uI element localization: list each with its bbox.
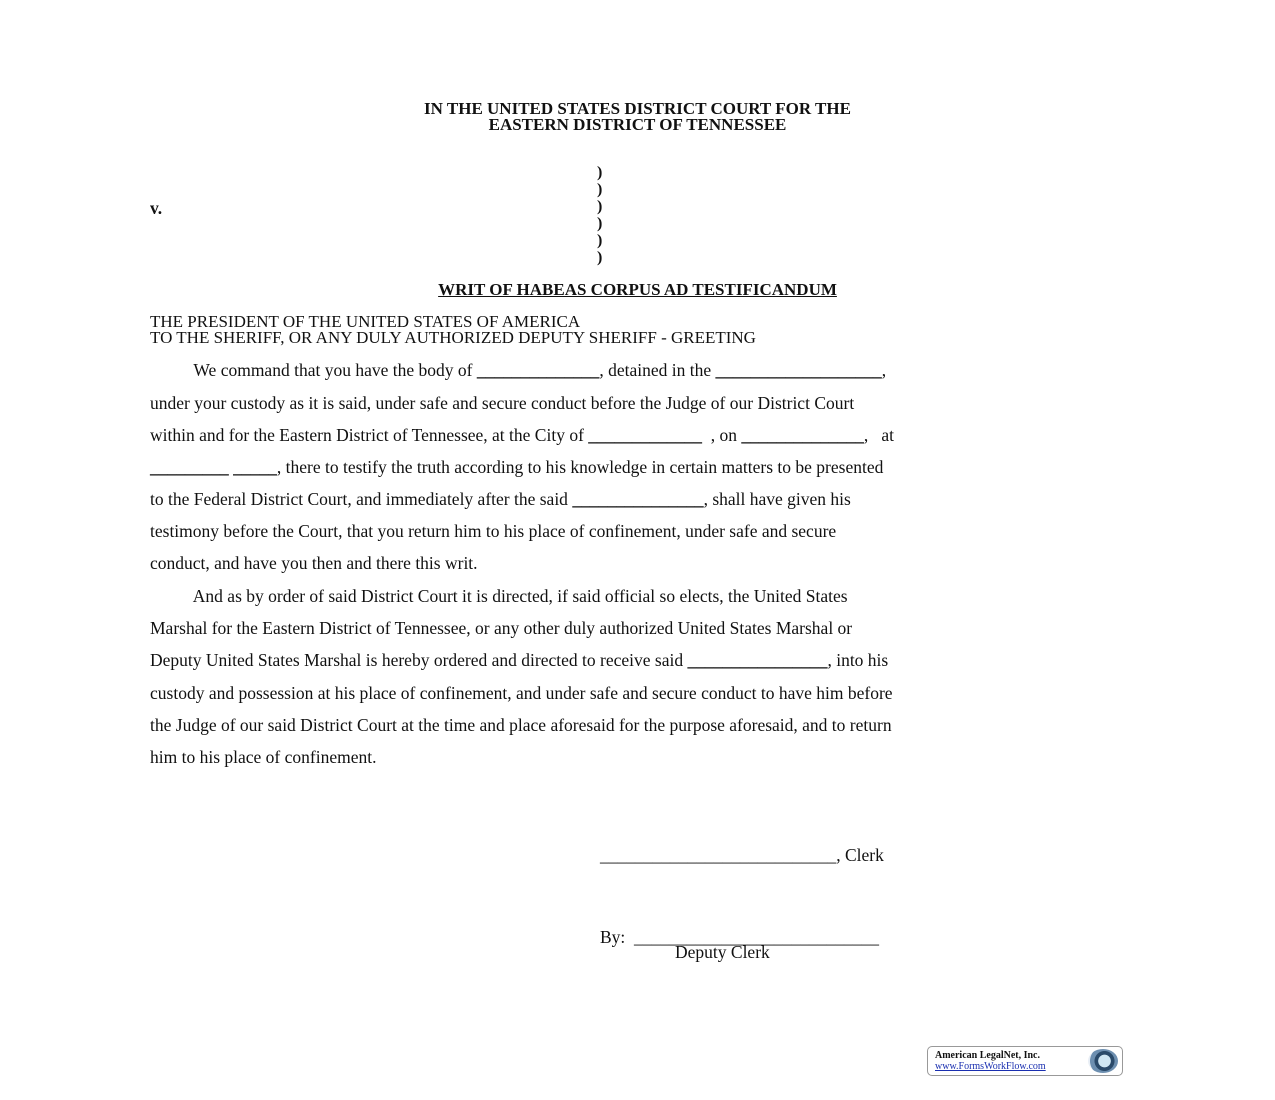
greeting-line2: TO THE SHERIFF, OR ANY DULY AUTHORIZED DEPUTY SHERIFF - GREETING (150, 328, 756, 347)
fill-in-blank: _______________ (572, 489, 704, 509)
body-text-segment: custody and possession at his place of confinement, and under safe and secure conduct to have him before (150, 683, 893, 703)
fill-in-blank: ______________ (741, 425, 864, 445)
globe-icon (1088, 1049, 1118, 1073)
fill-in-blank: _________ (150, 457, 229, 477)
greeting-line1: THE PRESIDENT OF THE UNITED STATES OF AMERICA (150, 312, 581, 331)
body-text-segment: him to his place of confinement. (150, 747, 377, 767)
body-text-segment: Deputy United States Marshal is hereby ordered and directed to receive said (150, 650, 688, 670)
body-line (150, 393, 854, 413)
fill-in-blank: ___________________ (715, 360, 882, 380)
logo-url-link[interactable]: www.FormsWorkFlow.com (935, 1061, 1046, 1072)
body-line (150, 618, 852, 638)
caption-paren: ) (597, 198, 603, 215)
body-text-segment: testimony before the Court, that you return him to his place of confinement, under safe and secure (150, 521, 837, 541)
logo-company-name: American LegalNet, Inc. (935, 1050, 1040, 1061)
body-text-segment: the Judge of our said District Court at the time and place aforesaid for the purpose aforesaid, and to return (150, 715, 892, 735)
body-line (150, 553, 478, 573)
body-text-segment: , on (702, 425, 742, 445)
court-heading-line1: IN THE UNITED STATES DISTRICT COURT FOR THE (424, 99, 851, 118)
body-text-segment: Marshal for the Eastern District of Tennessee, or any other duly authorized United States Marshal or (150, 618, 853, 638)
body-text-segment: , shall have given his (703, 489, 851, 509)
body-text-segment: under your custody as it is said, under safe and secure conduct before the Judge of our District Court (150, 393, 855, 413)
court-heading-line2: EASTERN DISTRICT OF TENNESSEE (488, 115, 787, 134)
body-text-segment: , at (863, 425, 895, 445)
body-text-segment: , (881, 360, 887, 380)
versus-label: v. (150, 198, 163, 218)
body-line (150, 650, 888, 670)
body-line (150, 747, 376, 767)
body-line (150, 425, 894, 445)
caption-paren: ) (597, 215, 603, 232)
body-text-segment: to the Federal District Court, and immediately after the said (150, 489, 573, 509)
document-title: WRIT OF HABEAS CORPUS AD TESTIFICANDUM (438, 280, 837, 299)
body-text-segment: within and for the Eastern District of Tennessee, at the City of (150, 425, 589, 445)
body-text-segment: , into his (827, 650, 889, 670)
body-line (150, 457, 883, 477)
caption-paren: ) (597, 164, 603, 181)
body-text-segment: , there to testify the truth according to his knowledge in certain matters to be presented (276, 457, 884, 477)
body-line (150, 715, 892, 735)
clerk-signature-line: ___________________________, Clerk (600, 845, 884, 865)
caption-paren: ) (597, 232, 603, 249)
caption-paren: ) (597, 249, 603, 266)
fill-in-blank: _____ (233, 457, 277, 477)
deputy-signature-line: By: ____________________________ (600, 927, 880, 947)
body-line (150, 586, 848, 606)
american-legalnet-logo (927, 1046, 1123, 1076)
body-line (150, 683, 893, 703)
body-line (150, 360, 886, 380)
fill-in-blank: _____________ (588, 425, 703, 445)
body-text-segment: , detained in the (599, 360, 716, 380)
body-text-segment: conduct, and have you then and there this writ. (150, 553, 478, 573)
deputy-clerk-label: Deputy Clerk (675, 942, 770, 962)
fill-in-blank: ______________ (476, 360, 600, 380)
body-text-segment: We command that you have the body of (150, 360, 477, 380)
body-line (150, 489, 851, 509)
body-line (150, 521, 836, 541)
fill-in-blank: ________________ (687, 650, 828, 670)
caption-paren: ) (597, 181, 603, 198)
body-text-segment: And as by order of said District Court it is directed, if said official so elects, the United States (150, 586, 848, 606)
